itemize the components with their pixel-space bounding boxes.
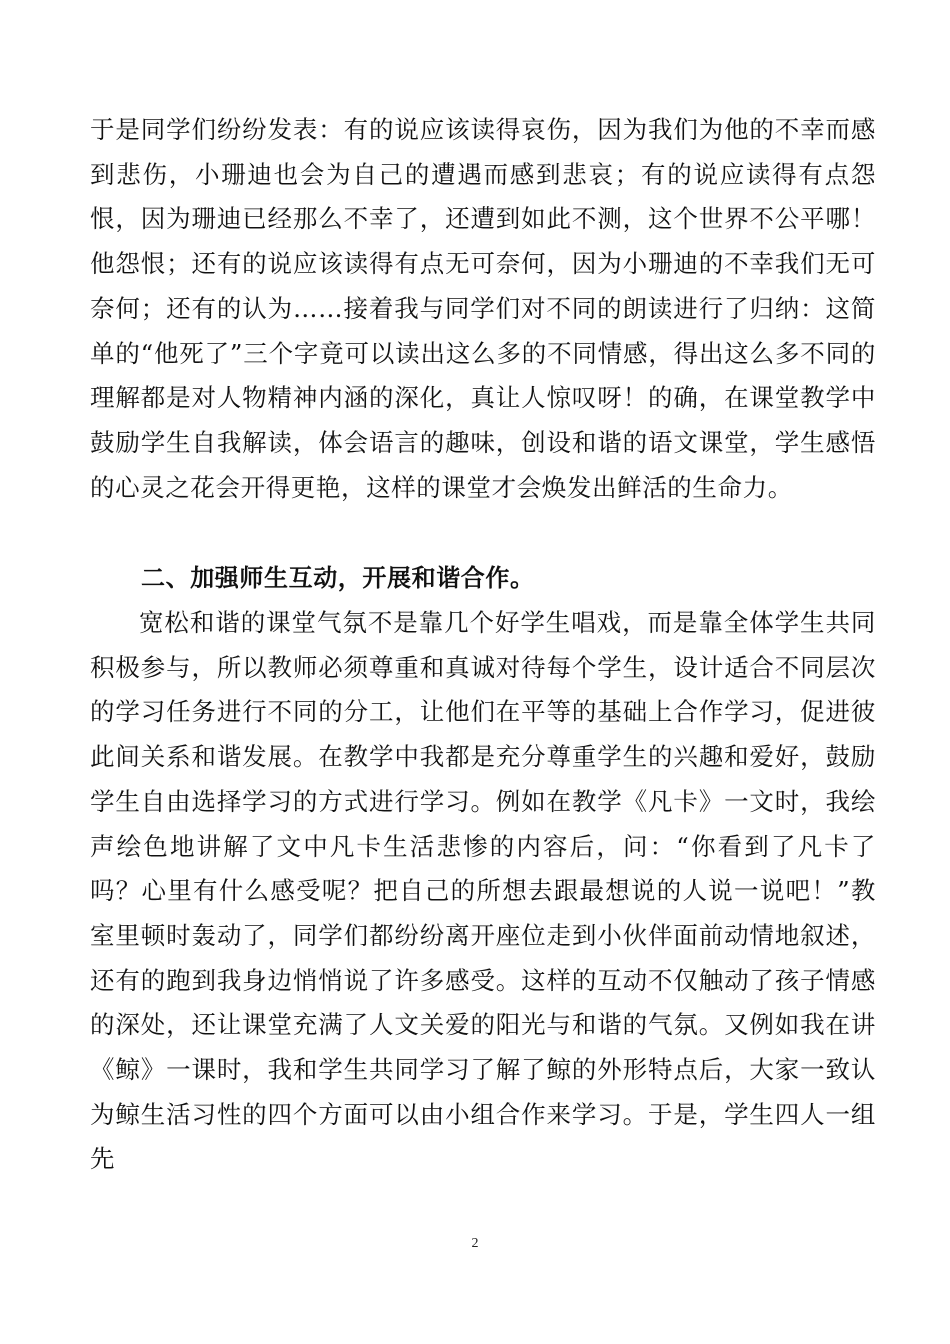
body-paragraph-1: 于是同学们纷纷发表：有的说应该读得哀伤，因为我们为他的不幸而感到悲伤，小珊迪也会为自己的遭遇而感到悲哀；有的说应读得有点怨恨，因为珊迪已经那么不幸了，还遭到如此不测，这个世界不公平哪！他怨恨；还有的说应该读得有点无可奈何，因为小珊迪的不幸我们无可奈何；还有的认为……接着我与同学们对不同的朗读进行了归纳：这简单的“他死了”三个字竟可以读出这么多的不同情感，得出这么多不同的理解都是对人物精神内涵的深化，真让人惊叹呀！的确，在课堂教学中鼓励学生自我解读，体会语言的趣味，创设和谐的语文课堂，学生感悟的心灵之花会开得更艳，这样的课堂才会焕发出鲜活的生命力。 — [90, 115, 876, 502]
body-paragraph-2: 宽松和谐的课堂气氛不是靠几个好学生唱戏，而是靠全体学生共同积极参与，所以教师必须尊重和真诚对待每个学生，设计适合不同层次的学习任务进行不同的分工，让他们在平等的基础上合作学习，促进彼此间关系和谐发展。在教学中我都是充分尊重学生的兴趣和爱好，鼓励学生自由选择学习的方式进行学习。例如在教学《凡卡》一文时，我绘声绘色地讲解了文中凡卡生活悲惨的内容后，问：“你看到了凡卡了吗？心里有什么感受呢？把自己的所想去跟最想说的人说一说吧！”教室里顿时轰动了，同学们都纷纷离开座位走到小伙伴面前动情地叙述，还有的跑到我身边悄悄说了许多感受。这样的互动不仅触动了孩子情感的深处，还让课堂充满了人文关爱的阳光与和谐的气氛。又例如我在讲《鲸》一课时，我和学生共同学习了解了鲸的外形特点后，大家一致认为鲸生活习性的四个方面可以由小组合作来学习。于是，学生四人一组先 — [90, 608, 876, 1174]
section-heading: 二、加强师生互动，开展和谐合作。 — [141, 564, 535, 592]
page-number: 2 — [471, 1236, 479, 1251]
